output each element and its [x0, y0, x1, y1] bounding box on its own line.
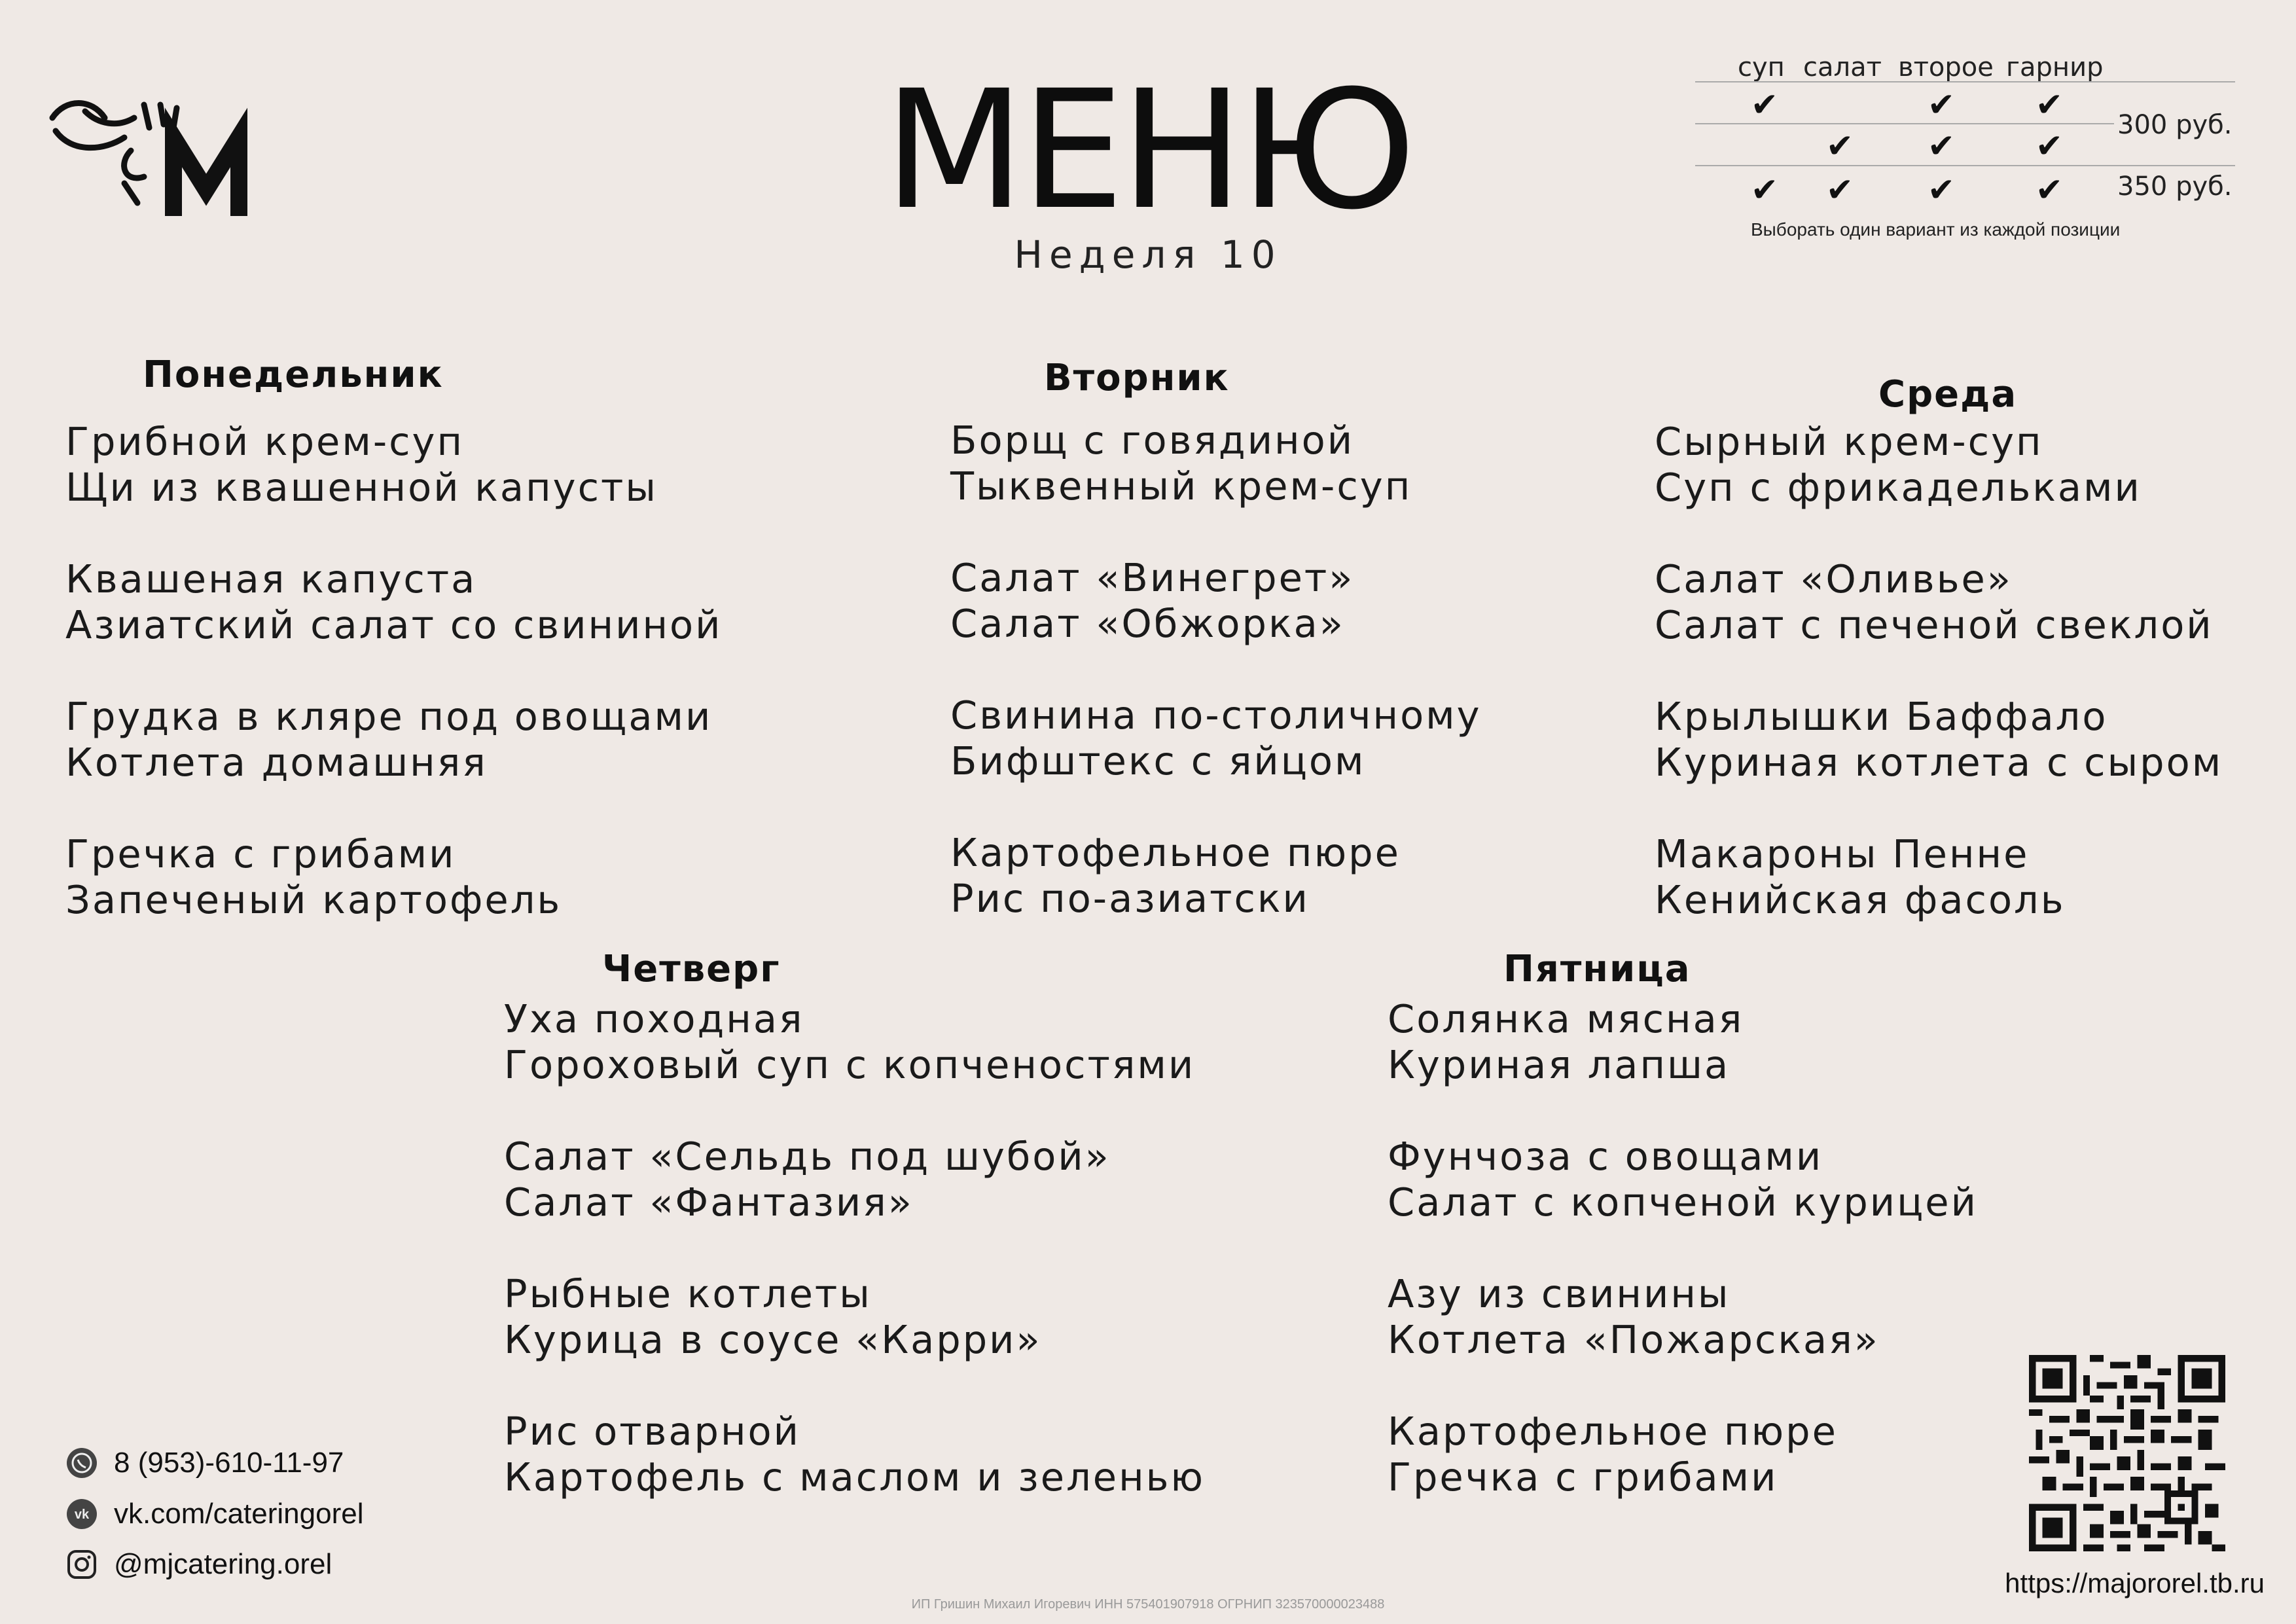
contact-instagram[interactable]	[65, 1545, 332, 1584]
day-thursday: Четверг	[602, 948, 781, 990]
menu-item: Уха походная	[504, 996, 804, 1041]
menu-item: Гороховый суп с копченостями	[504, 1042, 1196, 1087]
menu-item: Салат «Фантазия»	[504, 1180, 914, 1225]
day-tuesday: Вторник	[1044, 357, 1230, 399]
phone-number: 8 (953)-610-11-97	[114, 1447, 344, 1479]
header-salad: салат	[1803, 52, 1882, 82]
menu-thursday	[504, 996, 1205, 1500]
website-link[interactable]: https://majororel.tb.ru	[2005, 1568, 2265, 1598]
menu-item: Тыквенный крем-суп	[950, 463, 1412, 509]
day-friday: Пятница	[1503, 948, 1691, 990]
menu-item: Фунчоза с овощами	[1388, 1134, 1823, 1179]
menu-item: Солянка мясная	[1388, 996, 1744, 1041]
menu-item: Азу из свинины	[1388, 1271, 1731, 1316]
day-monday: Понедельник	[143, 353, 444, 396]
menu-item: Куриная котлета с сыром	[1655, 740, 2223, 785]
menu-item: Борщ с говядиной	[950, 418, 1355, 463]
menu-item: Грибной крем-суп	[65, 419, 465, 464]
check-icon: ✔	[1826, 128, 1854, 164]
menu-item: Запеченый картофель	[65, 877, 562, 922]
menu-item: Салат «Обжорка»	[950, 601, 1345, 646]
menu-item: Сырный крем-суп	[1655, 419, 2043, 464]
menu-item: Курица в соусе «Карри»	[504, 1317, 1042, 1362]
menu-tuesday	[950, 418, 1482, 922]
divider	[1695, 165, 2235, 166]
menu-item: Рис отварной	[504, 1409, 800, 1454]
header-soup: суп	[1738, 52, 1785, 82]
menu-item: Салат «Винегрет»	[950, 555, 1355, 600]
legal-info: ИП Гришин Михаил Игоревич ИНН 575401907918 ОГРНИП 323570000023488	[911, 1597, 1385, 1612]
check-icon: ✔	[2036, 128, 2063, 164]
check-icon: ✔	[2036, 171, 2063, 208]
menu-item: Кенийская фасоль	[1655, 877, 2066, 922]
menu-item: Свинина по-столичному	[950, 693, 1482, 738]
price-350: 350 руб.	[2117, 171, 2233, 202]
vk-icon	[65, 1498, 98, 1530]
check-icon: ✔	[1928, 86, 1955, 123]
menu-item: Бифштекс с яйцом	[950, 738, 1366, 784]
menu-item: Салат с копченой курицей	[1388, 1180, 1978, 1225]
menu-item: Гречка с грибами	[65, 831, 456, 876]
header-side: гарнир	[2006, 52, 2104, 82]
menu-item: Салат «Оливье»	[1655, 556, 2013, 602]
vk-link: vk.com/cateringorel	[114, 1498, 364, 1530]
menu-item: Суп с фрикадельками	[1655, 465, 2142, 510]
qr-code[interactable]	[2029, 1355, 2225, 1551]
divider	[1695, 81, 2235, 82]
price-table	[1695, 52, 2238, 249]
check-icon: ✔	[2036, 86, 2063, 123]
whatsapp-icon	[65, 1447, 98, 1479]
menu-item: Гречка с грибами	[1388, 1454, 1778, 1500]
instagram-handle: @mjcatering.orel	[114, 1548, 332, 1580]
check-icon: ✔	[1928, 128, 1955, 164]
day-wednesday: Среда	[1878, 373, 2018, 416]
menu-item: Рыбные котлеты	[504, 1271, 872, 1316]
contact-phone[interactable]	[65, 1443, 344, 1483]
menu-item: Салат «Сельдь под шубой»	[504, 1134, 1111, 1179]
menu-item: Куриная лапша	[1388, 1042, 1731, 1087]
menu-wednesday	[1655, 419, 2223, 923]
instagram-icon	[65, 1548, 98, 1581]
svg-text:vk: vk	[74, 1507, 90, 1522]
menu-item: Щи из квашенной капусты	[65, 465, 658, 510]
menu-item: Азиатский салат со свининой	[65, 602, 723, 647]
check-icon: ✔	[1751, 171, 1778, 208]
menu-item: Картофель с маслом и зеленью	[504, 1454, 1206, 1500]
menu-monday	[65, 419, 722, 923]
menu-friday	[1388, 996, 1978, 1500]
menu-item: Картофельное пюре	[1388, 1409, 1838, 1454]
menu-item: Квашеная капуста	[65, 556, 477, 602]
menu-item: Грудка в кляре под овощами	[65, 694, 713, 739]
menu-item: Салат с печеной свеклой	[1655, 602, 2214, 647]
menu-item: Картофельное пюре	[950, 830, 1401, 875]
menu-item: Рис по-азиатски	[950, 876, 1310, 921]
check-icon: ✔	[1751, 86, 1778, 123]
menu-item: Крылышки Баффало	[1655, 694, 2108, 739]
check-icon: ✔	[1826, 171, 1854, 208]
price-note: Выборать один вариант из каждой позиции	[1751, 219, 2121, 240]
price-300: 300 руб.	[2117, 110, 2233, 140]
check-icon: ✔	[1928, 171, 1955, 208]
header-main: второе	[1898, 52, 1994, 82]
divider	[1695, 123, 2114, 124]
page-title: МЕНЮ	[884, 55, 1412, 245]
week-label: Неделя 10	[1014, 232, 1282, 277]
contact-vk[interactable]	[65, 1494, 363, 1534]
menu-item: Котлета домашняя	[65, 740, 488, 785]
menu-item: Котлета «Пожарская»	[1388, 1317, 1880, 1362]
menu-item: Макароны Пенне	[1655, 831, 2030, 876]
